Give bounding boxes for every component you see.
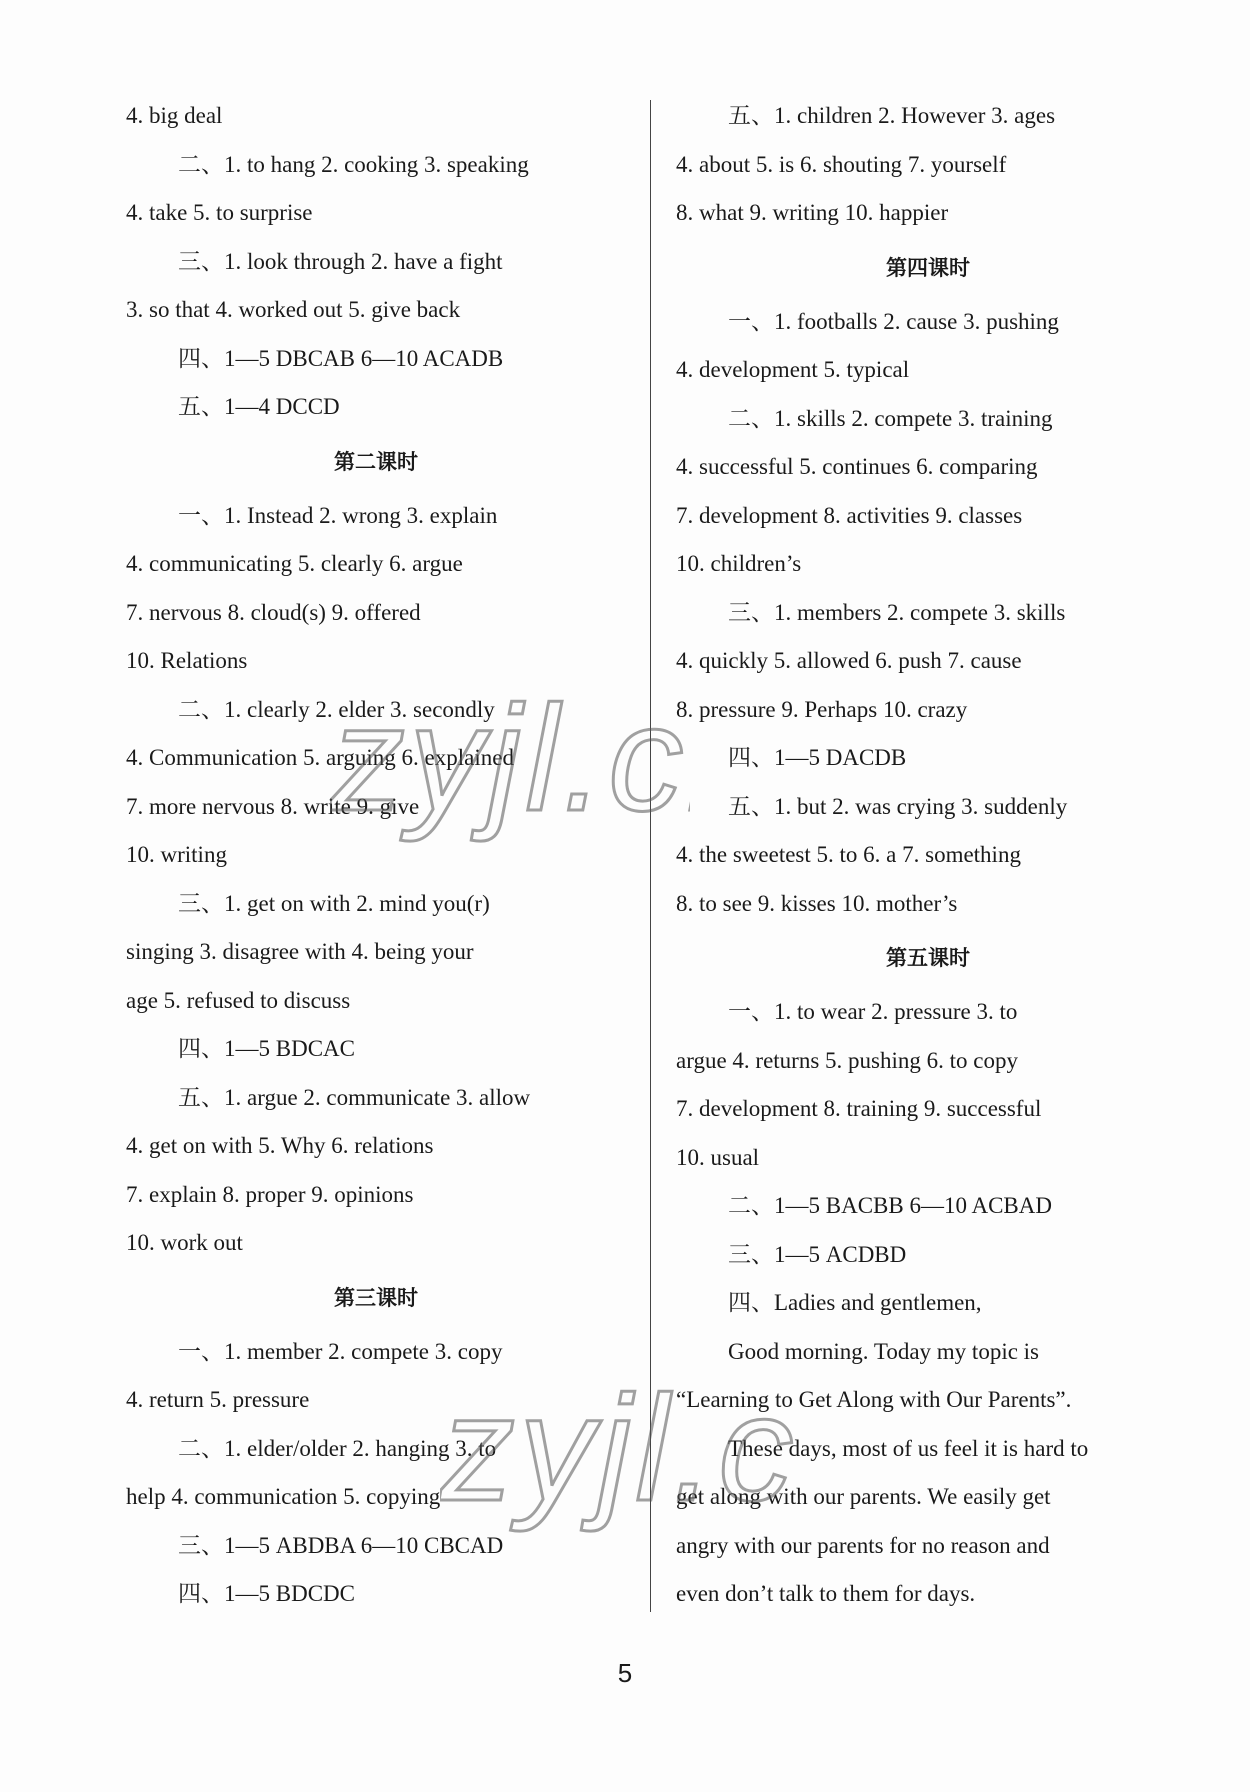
answer-line: 五、1. argue 2. communicate 3. allow	[178, 1084, 531, 1110]
answer-line: 4. quickly 5. allowed 6. push 7. cause	[676, 648, 1022, 673]
answer-line: 一、1. member 2. compete 3. copy	[178, 1338, 503, 1364]
answer-line: get along with our parents. We easily get	[676, 1484, 1051, 1509]
answer-line: 三、1—5 ACDBD	[728, 1241, 907, 1267]
answer-line: 四、1—5 BDCAC	[178, 1036, 355, 1061]
answer-line: 三、1. look through 2. have a fight	[178, 248, 503, 274]
answer-line: 一、1. to wear 2. pressure 3. to	[728, 999, 1018, 1024]
answer-line: 四、1—5 DACDB	[728, 745, 907, 770]
answer-line: 一、1. Instead 2. wrong 3. explain	[178, 502, 498, 528]
column-divider	[650, 100, 651, 1612]
answer-line: 五、1. children 2. However 3. ages	[728, 103, 1056, 128]
answer-line: 10. children’s	[676, 551, 802, 576]
answer-line: 二、1. elder/older 2. hanging 3. to	[178, 1435, 497, 1461]
answer-line: 7. development 8. activities 9. classes	[676, 502, 1023, 528]
answer-line: 4. the sweetest 5. to 6. a 7. something	[676, 842, 1021, 867]
right-column	[676, 92, 1180, 1619]
answer-line: 4. communicating 5. clearly 6. argue	[126, 551, 463, 576]
answer-line: 三、1. members 2. compete 3. skills	[728, 599, 1066, 625]
answer-line: 4. big deal	[126, 103, 223, 128]
answer-line: 四、1—5 DBCAB 6—10 ACADB	[178, 345, 504, 371]
answer-line: 8. to see 9. kisses 10. mother’s	[676, 890, 958, 916]
answer-line: 4. successful 5. continues 6. comparing	[676, 454, 1038, 479]
section-heading: 第四课时	[886, 255, 970, 280]
answer-line: These days, most of us feel it is hard to	[728, 1435, 1089, 1461]
answer-line: 二、1. to hang 2. cooking 3. speaking	[178, 151, 529, 177]
answer-line: 10. usual	[676, 1144, 760, 1170]
answer-line: argue 4. returns 5. pushing 6. to copy	[676, 1047, 1018, 1073]
answer-line: 四、1—5 BDCDC	[178, 1581, 355, 1606]
answer-line: 8. pressure 9. Perhaps 10. crazy	[676, 696, 968, 722]
section-heading: 第三课时	[334, 1285, 418, 1310]
answer-line: 4. take 5. to surprise	[126, 200, 313, 225]
answer-line: 一、1. footballs 2. cause 3. pushing	[728, 308, 1059, 334]
answer-line: 10. Relations	[126, 648, 248, 673]
answer-line: Good morning. Today my topic is	[728, 1338, 1040, 1364]
answer-line: 4. about 5. is 6. shouting 7. yourself	[676, 151, 1007, 177]
answer-line: 7. explain 8. proper 9. opinions	[126, 1181, 414, 1207]
svg-text:zyjl.cn: zyjl.c	[440, 1370, 798, 1532]
answer-line: 五、1—4 DCCD	[178, 394, 340, 419]
answer-line: 五、1. but 2. was crying 3. suddenly	[728, 793, 1068, 819]
answer-line: 四、Ladies and gentlemen,	[728, 1290, 982, 1315]
answer-line: 4. Communication 5. arguing 6. explained	[126, 745, 514, 770]
answer-line: 4. get on with 5. Why 6. relations	[126, 1133, 434, 1158]
answer-line: age 5. refused to discuss	[126, 987, 351, 1013]
answer-line: 二、1—5 BACBB 6—10 ACBAD	[728, 1193, 1052, 1218]
answer-line: 4. return 5. pressure	[126, 1387, 310, 1412]
answer-line: help 4. communication 5. copying	[126, 1484, 441, 1509]
answer-line: 3. so that 4. worked out 5. give back	[126, 297, 461, 322]
answer-line: 二、1. clearly 2. elder 3. secondly	[178, 696, 495, 722]
answer-line: 4. development 5. typical	[676, 357, 910, 382]
answer-line: 10. writing	[126, 842, 227, 867]
answer-line: 三、1—5 ABDBA 6—10 CBCAD	[178, 1532, 504, 1558]
answer-line: singing 3. disagree with 4. being your	[126, 939, 474, 964]
answer-line: 二、1. skills 2. compete 3. training	[728, 405, 1053, 431]
left-column	[126, 92, 626, 1619]
answer-line: 7. more nervous 8. write 9. give	[126, 793, 420, 819]
section-heading: 第二课时	[334, 449, 418, 474]
section-heading: 第五课时	[886, 946, 970, 970]
answer-line: 7. development 8. training 9. successful	[676, 1096, 1042, 1121]
answer-line: 7. nervous 8. cloud(s) 9. offered	[126, 599, 421, 625]
answer-line: 10. work out	[126, 1230, 243, 1255]
answer-line: 8. what 9. writing 10. happier	[676, 200, 949, 225]
page-number: 5	[617, 1658, 633, 1688]
answer-line: 三、1. get on with 2. mind you(r)	[178, 890, 490, 916]
svg-text:zyjl.cn: zyjl.c	[330, 680, 688, 842]
answer-line: even don’t talk to them for days.	[676, 1581, 976, 1606]
answer-line: “Learning to Get Along with Our Parents”.	[676, 1387, 1072, 1412]
answer-line: angry with our parents for no reason and	[676, 1532, 1050, 1558]
